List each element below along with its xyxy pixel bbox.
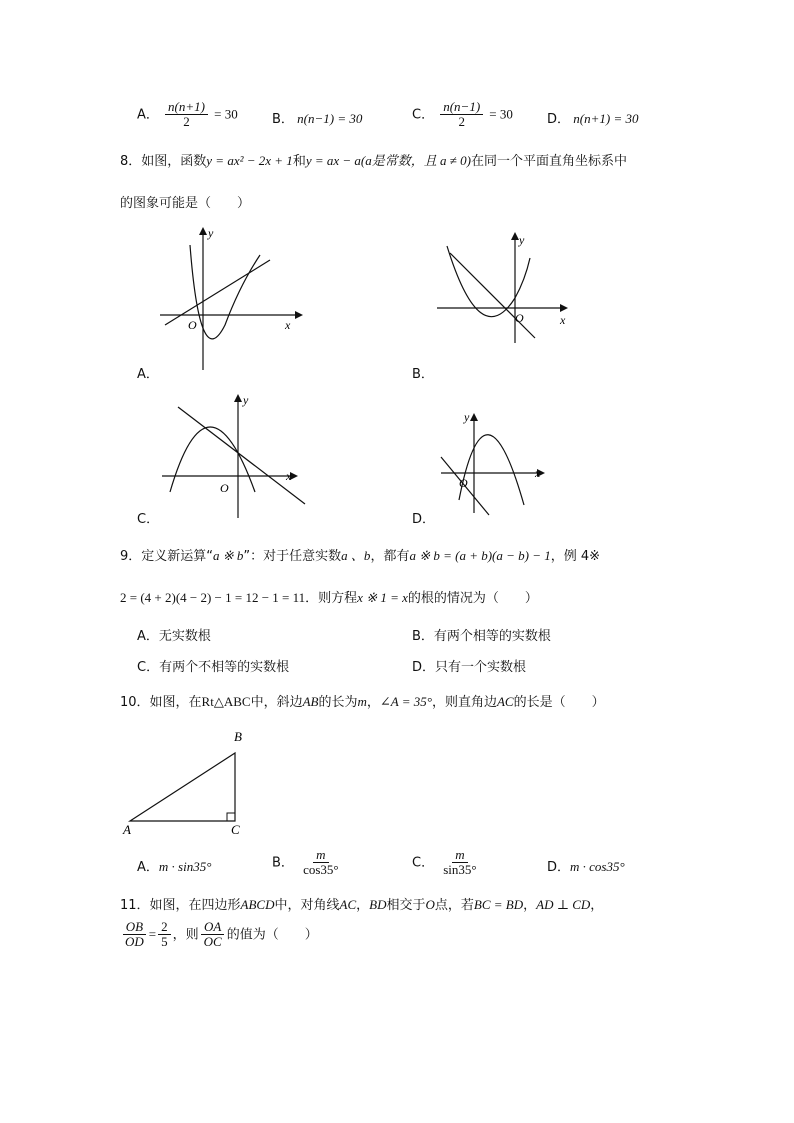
option-expr: m · cos35° xyxy=(570,859,625,874)
x-label: x xyxy=(286,469,292,483)
q8-line2: 的图象可能是（ ） xyxy=(120,196,251,211)
q11-line1 xyxy=(120,894,603,913)
text: ， xyxy=(366,695,380,710)
origin-label: O xyxy=(515,311,524,325)
text: ，则直角边 xyxy=(431,695,497,710)
q10-option-d xyxy=(547,856,625,875)
denominator: 5 xyxy=(161,934,168,950)
option-label: B． xyxy=(272,112,294,127)
y-axis-arrow xyxy=(511,232,519,240)
text: ， xyxy=(356,898,370,913)
fraction xyxy=(440,100,483,130)
text: 相交于 xyxy=(386,898,426,913)
q9-option-d: D．只有一个实数根 xyxy=(412,660,527,675)
option-expr: m · sin35° xyxy=(158,859,212,874)
option-tail: = 30 xyxy=(489,106,513,122)
vertex-a: A xyxy=(123,822,131,837)
fraction-ob-od xyxy=(122,920,147,950)
denominator: cos35° xyxy=(303,862,339,878)
graph-c xyxy=(160,392,310,522)
text: 的值为（ ） xyxy=(226,927,318,943)
formula: x ※ 1 = x xyxy=(357,590,408,605)
formula: Rt△ABC xyxy=(201,694,251,709)
y-label: y xyxy=(243,393,249,407)
text: 的长是（ ） xyxy=(513,695,605,710)
graph-a-label: A． xyxy=(137,367,159,382)
triangle xyxy=(130,753,235,821)
text: 的根的情况为（ ） xyxy=(407,591,538,606)
denominator: OD xyxy=(125,934,144,950)
option-label: C． xyxy=(412,107,435,123)
formula: y = ax − a xyxy=(305,153,361,168)
q10-option-a xyxy=(137,856,211,875)
q9-option-a: A．无实数根 xyxy=(137,629,211,644)
text: ， xyxy=(590,898,604,913)
option-label: D． xyxy=(547,112,571,127)
y-label: y xyxy=(208,226,214,240)
option-expr: n(n−1) = 30 xyxy=(297,111,363,126)
graph-d xyxy=(437,405,549,520)
numerator: m xyxy=(452,848,467,863)
q7-option-a xyxy=(137,100,238,130)
denominator: OC xyxy=(203,934,222,950)
fraction-oa-oc xyxy=(201,920,225,950)
vertex-c: C xyxy=(231,822,240,837)
origin-label: O xyxy=(220,481,229,495)
text: 在同一个平面直角坐标系中 xyxy=(470,154,627,169)
y-axis-arrow xyxy=(199,227,207,235)
graph-b xyxy=(435,228,580,348)
x-label: x xyxy=(285,318,291,332)
formula: AC xyxy=(496,694,514,709)
formula: BD xyxy=(369,897,387,912)
text: ，例 4※ xyxy=(550,549,601,564)
formula: m xyxy=(357,694,367,709)
numerator: m xyxy=(313,848,328,863)
option-label: D． xyxy=(547,860,571,875)
text: 10．如图，在 xyxy=(120,695,202,710)
vertex-b: B xyxy=(234,729,242,744)
q7-option-b xyxy=(272,108,362,127)
y-label: y xyxy=(464,410,470,424)
equals: = xyxy=(148,926,157,942)
right-triangle-figure xyxy=(120,725,255,840)
parabola xyxy=(447,246,530,317)
q9-option-c: C．有两个不相等的实数根 xyxy=(137,660,290,675)
numerator: OA xyxy=(201,920,224,935)
option-expr: n(n+1) = 30 xyxy=(573,111,639,126)
graph-b-label: B． xyxy=(412,367,434,382)
q9-line2 xyxy=(120,587,538,606)
denominator: 2 xyxy=(458,114,465,130)
line xyxy=(178,407,305,504)
x-axis-arrow xyxy=(560,304,568,312)
line xyxy=(450,253,535,338)
fraction-2-5 xyxy=(158,920,171,950)
text: 9．定义新运算“ xyxy=(120,549,214,564)
formula: AC xyxy=(339,897,357,912)
formula: y = ax² − 2x + 1 xyxy=(206,153,293,168)
fraction xyxy=(165,100,208,130)
formula: ABCD xyxy=(240,897,275,912)
numerator: 2 xyxy=(158,920,171,935)
fraction xyxy=(440,848,479,878)
q8-line1 xyxy=(120,150,627,169)
q10-option-c xyxy=(412,848,482,878)
q10-line1 xyxy=(120,691,605,710)
formula: (a是常数，且 a ≠ 0) xyxy=(360,153,471,168)
option-tail: = 30 xyxy=(214,106,238,122)
text: ，都有 xyxy=(370,549,410,564)
formula: AD ⊥ CD xyxy=(536,897,591,912)
y-label: y xyxy=(519,233,525,247)
graph-c-label: C． xyxy=(137,512,160,527)
numerator: n(n+1) xyxy=(165,100,208,115)
q10-option-b xyxy=(272,848,344,878)
numerator: OB xyxy=(123,920,146,935)
x-label: x xyxy=(560,313,566,327)
option-label: A． xyxy=(137,860,159,875)
text: 和 xyxy=(292,154,306,169)
text: ．则方程 xyxy=(305,591,358,606)
graph-d-label: D． xyxy=(412,512,436,527)
text: ， xyxy=(523,898,537,913)
formula: O xyxy=(425,897,435,912)
q7-option-d xyxy=(547,108,638,127)
parabola xyxy=(170,427,255,492)
origin-label: O xyxy=(188,318,197,332)
text: 的长为 xyxy=(318,695,358,710)
text: 8．如图，函数 xyxy=(120,154,207,169)
x-label: x xyxy=(535,466,541,480)
text: 中，对角线 xyxy=(274,898,340,913)
parabola xyxy=(459,435,524,505)
right-angle-marker xyxy=(227,813,235,821)
q9-option-b: B．有两个相等的实数根 xyxy=(412,629,551,644)
text: 11．如图，在四边形 xyxy=(120,898,241,913)
denominator: sin35° xyxy=(443,862,477,878)
text: 点，若 xyxy=(434,898,474,913)
formula: a ※ b xyxy=(213,548,244,563)
denominator: 2 xyxy=(183,114,190,130)
numerator: n(n−1) xyxy=(440,100,483,115)
option-label: B． xyxy=(272,855,294,871)
option-label: A． xyxy=(137,107,159,123)
formula: a 、b xyxy=(341,548,371,563)
fraction xyxy=(300,848,342,878)
origin-label: O xyxy=(459,476,468,490)
q9-line1 xyxy=(120,545,600,564)
text: ”：对于任意实数 xyxy=(243,549,342,564)
q7-option-c xyxy=(412,100,513,130)
y-axis-arrow xyxy=(234,394,242,402)
formula: BC = BD xyxy=(473,897,524,912)
x-axis-arrow xyxy=(295,311,303,319)
text: ，则 xyxy=(172,927,199,943)
formula: 2 = (4 + 2)(4 − 2) − 1 = 12 − 1 = 11 xyxy=(120,590,306,605)
option-label: C． xyxy=(412,855,435,871)
graph-a xyxy=(155,225,305,375)
formula: a ※ b = (a + b)(a − b) − 1 xyxy=(409,548,551,563)
y-axis-arrow xyxy=(470,413,478,421)
text: 中，斜边 xyxy=(250,695,303,710)
parabola xyxy=(190,245,260,339)
formula: AB xyxy=(302,694,319,709)
q11-line2 xyxy=(120,920,318,950)
formula: ∠A = 35° xyxy=(379,694,432,709)
